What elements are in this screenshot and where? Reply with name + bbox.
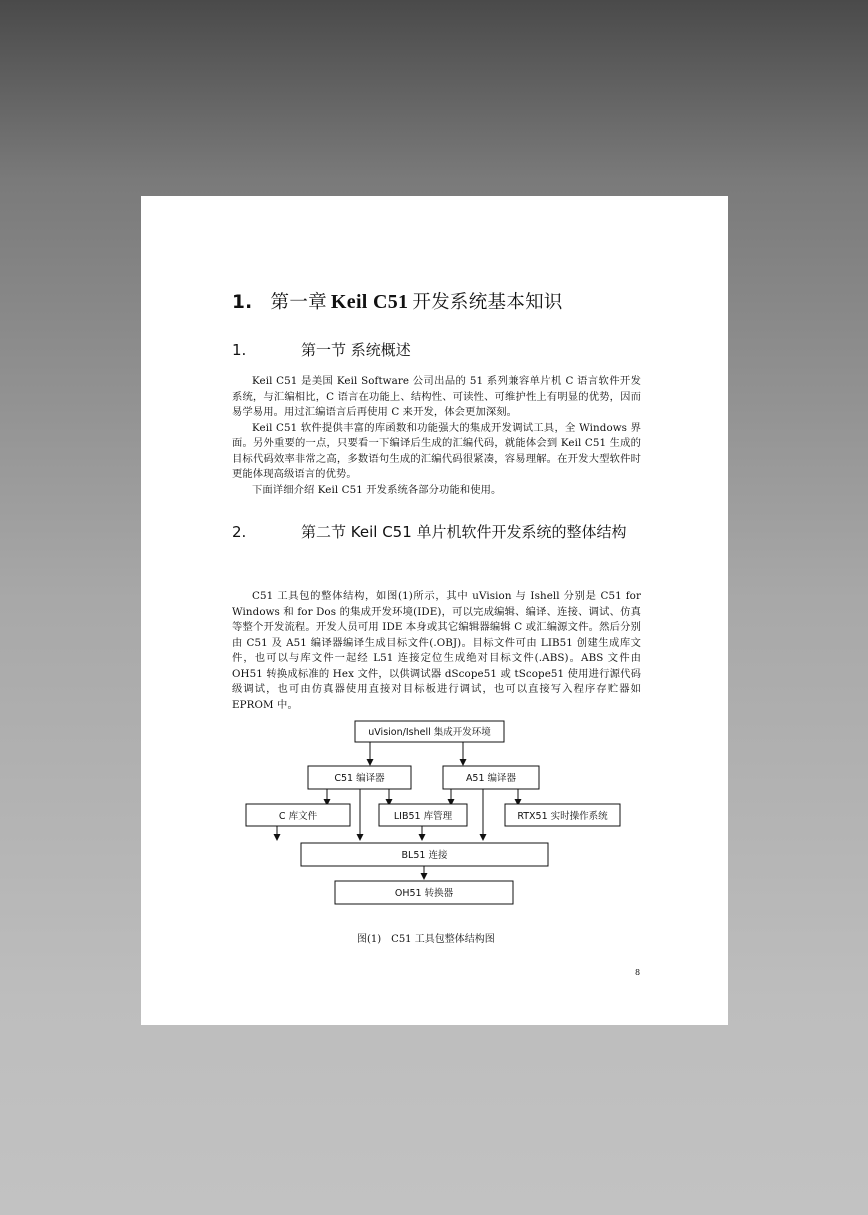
section2-number: 2. <box>232 523 247 541</box>
bl51-label: BL51 连接 <box>401 850 448 861</box>
ide-label: uVision/Ishell 集成开发环境 <box>368 727 491 738</box>
c51-structure-diagram <box>141 196 728 1025</box>
chapter-suffix: 开发系统基本知识 <box>412 292 563 313</box>
section1-number: 1. <box>232 341 247 359</box>
section1-paragraph: 下面详细介绍 Keil C51 开发系统各部分功能和使用。 <box>252 483 502 496</box>
chapter-prefix: 第一章 <box>270 292 327 313</box>
page-number: 8 <box>635 968 641 977</box>
chapter-number: 1. <box>232 292 253 313</box>
document-page <box>141 196 728 1025</box>
section1-title: 第一节 系统概述 <box>301 341 411 359</box>
oh51-label: OH51 转换器 <box>394 888 454 899</box>
section1-paragraph: Keil C51 软件提供丰富的库函数和功能强大的集成开发调试工具，全 Windows 界面。另外重要的一点，只要看一下编译后生成的汇编代码，就能体会到 Keil C51 生成的目标代码效率非常之高，多数语句生成的汇编代码很紧凑，容易理解。在开发大型软件时更能体现高级语言的优势。 <box>232 421 641 480</box>
c51-compiler-label: C51 编译器 <box>334 773 385 784</box>
chapter-name: Keil C51 <box>330 291 409 313</box>
section1-paragraph: Keil C51 是美国 Keil Software 公司出品的 51 系列兼容单片机 C 语言软件开发系统，与汇编相比，C 语言在功能上、结构性、可读性、可维护性上有明显的优势，因而易学易用。用过汇编语言后再使用 C 来开发，体会更加深刻。 <box>232 375 641 418</box>
c-library-label: C 库文件 <box>278 811 318 822</box>
a51-compiler-label: A51 编译器 <box>465 773 517 784</box>
lib51-label: LIB51 库管理 <box>393 811 453 822</box>
section2-paragraph: C51 工具包的整体结构，如图(1)所示，其中 uVision 与 Ishell 分别是 C51 for Windows 和 for Dos 的集成开发环境(IDE)，可以完成编辑、编译、连接、调试、仿真等整个开发流程。开发人员可用 IDE 本身或其它编辑器编辑 C 或汇编源文件。然后分别由 C51 及 A51 编译器编译生成目标文件(.OBJ)。目标文件可由 LIB51 创建生成库文件，也可以与库文件一起经 L51 连接定位生成绝对目标文件(.ABS)。ABS 文件由 OH51 转换成标准的 Hex 文件，以供调试器 dScope51 或 tScope51 使用进行源代码级调试，也可由仿真器使用直接对目标板进行调试，也可以直接写入程序存贮器如 EPROM 中。 <box>232 590 641 711</box>
figure-caption: 图(1) C51 工具包整体结构图 <box>357 934 495 945</box>
rtx51-label: RTX51 实时操作系统 <box>517 811 608 822</box>
section2-title: 第二节 Keil C51 单片机软件开发系统的整体结构 <box>301 523 627 541</box>
